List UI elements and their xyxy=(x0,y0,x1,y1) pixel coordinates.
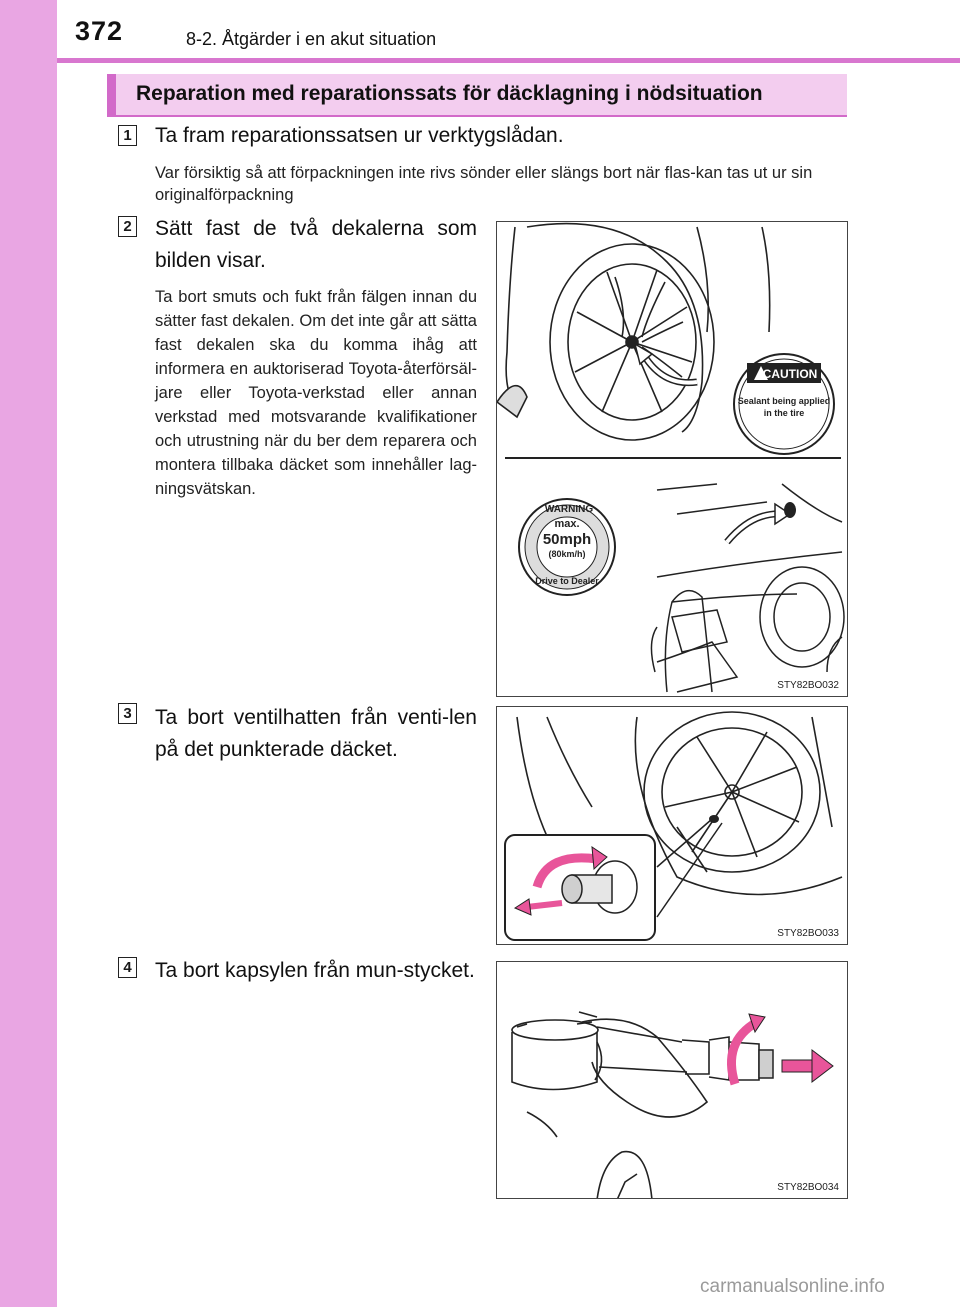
section-title: Reparation med reparationssats för däcklagning i nödsituation xyxy=(136,82,763,105)
caution-text-2: in the tire xyxy=(763,408,805,418)
warning-kmh: (80km/h) xyxy=(548,549,586,559)
step-1-badge: 1 xyxy=(118,125,137,146)
figure-nozzle-cap xyxy=(496,961,848,1199)
step-4-badge: 4 xyxy=(118,957,137,978)
step-2-text: Sätt fast de två dekalerna som bilden visar. xyxy=(155,217,477,272)
caution-text-1: Sealant being applied xyxy=(737,396,831,406)
decals-illustration xyxy=(497,222,848,697)
site-watermark: carmanualsonline.info xyxy=(700,1276,885,1297)
step-2-note: Ta bort smuts och fukt från fälgen innan du sätter fast dekalen. Om det inte går att sätta fast dekalen ska du komma ihåg att informera en auktoriserad Toyota-återförsäl-jare eller Toyota-verkstad eller annan verkstad med motsvarande kvalifikationer och utrustning när du ber dem reparera och montera tillbaka däcket som innehåller lag-ningsvätskan. xyxy=(155,288,477,498)
warning-max: max. xyxy=(554,518,580,530)
side-tab-bar xyxy=(0,0,57,1307)
step-2-badge: 2 xyxy=(118,216,137,237)
figure-code: STY82BO033 xyxy=(777,928,839,939)
step-1-note: Var försiktig så att förpackningen inte rivs sönder eller slängs bort när flas-kan tas ut ur sin originalförpackning xyxy=(155,164,813,204)
section-heading-rule xyxy=(107,115,847,117)
step-3-badge: 3 xyxy=(118,703,137,724)
nozzle-cap-illustration xyxy=(497,962,848,1199)
step-3-text: Ta bort ventilhatten från venti-len på det punkterade däcket. xyxy=(155,706,477,761)
section-path: 8-2. Åtgärder i en akut situation xyxy=(186,29,437,49)
warning-bottom-text: Drive to Dealer xyxy=(535,576,599,586)
figure-decals xyxy=(496,221,848,697)
figure-code: STY82BO034 xyxy=(777,1182,839,1193)
valve-cap-illustration xyxy=(497,707,848,945)
figure-code: STY82BO032 xyxy=(777,680,839,691)
page-number: 372 xyxy=(75,16,124,46)
step-1-text: Ta fram reparationssatsen ur verktygslådan. xyxy=(155,124,564,147)
figure-valve-cap xyxy=(496,706,848,945)
header-rule xyxy=(57,58,960,63)
warning-label: WARNING xyxy=(544,504,594,515)
caution-label: CAUTION xyxy=(762,367,818,381)
section-heading-box xyxy=(107,74,847,116)
step-4-text: Ta bort kapsylen från mun-stycket. xyxy=(155,959,475,982)
warning-speed: 50mph xyxy=(542,531,592,548)
